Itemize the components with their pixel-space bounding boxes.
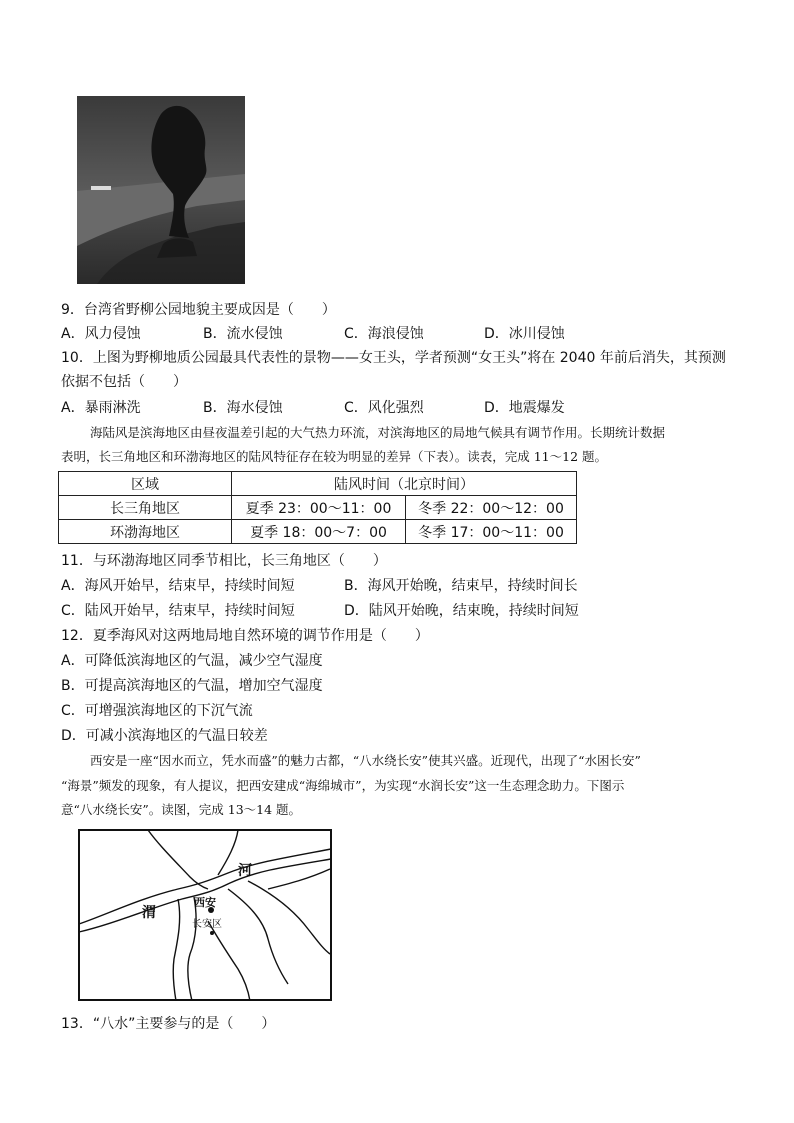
q9-option-b: B．流水侵蚀	[203, 326, 283, 342]
q11-option-d: D．陆风开始晚，结束晚，持续时间短	[344, 603, 579, 619]
label-city-xian: 西安	[194, 896, 216, 909]
table-header-time: 陆风时间（北京时间）	[232, 472, 577, 496]
table-header-region: 区域	[59, 472, 232, 496]
eight-rivers-map	[78, 829, 332, 1001]
question-10-stem-line1: 10．上图为野柳地质公园最具代表性的景物——女王头，学者预测“女王头”将在 2040 年前后消失，其预测	[61, 350, 726, 366]
queens-head-rock-photo	[77, 96, 245, 284]
table-header-row	[59, 472, 577, 496]
q11-option-a: A．海风开始早，结束早，持续时间短	[61, 578, 295, 594]
q12-option-d: D．可减小滨海地区的气温日较差	[61, 728, 268, 744]
table-row	[59, 496, 577, 520]
land-breeze-table	[58, 471, 577, 544]
table-cell: 冬季 22：00～12：00	[406, 496, 577, 520]
table-cell: 夏季 23：00～11：00	[232, 496, 406, 520]
label-river-wei: 渭	[142, 905, 156, 921]
table-cell: 夏季 18：00～7：00	[232, 520, 406, 544]
label-river-he: 河	[238, 863, 252, 879]
q9-option-c: C．海浪侵蚀	[344, 326, 424, 342]
q10-option-b: B．海水侵蚀	[203, 400, 283, 416]
q12-option-c: C．可增强滨海地区的下沉气流	[61, 703, 253, 719]
intro-2-line1: 西安是一座“因水而立，凭水而盛”的魅力古都，“八水绕长安”使其兴盛。近现代，出现了“水困长安”	[90, 753, 641, 768]
question-12-stem: 12．夏季海风对这两地局地自然环境的调节作用是（ ）	[61, 628, 429, 644]
q10-option-a: A．暴雨淋洗	[61, 400, 141, 416]
q11-option-b: B．海风开始晚，结束早，持续时间长	[344, 578, 578, 594]
q12-option-b: B．可提高滨海地区的气温，增加空气湿度	[61, 678, 323, 694]
table-cell: 长三角地区	[59, 496, 232, 520]
q10-option-c: C．风化强烈	[344, 400, 424, 416]
question-13-stem: 13．“八水”主要参与的是（ ）	[61, 1016, 276, 1032]
q9-option-a: A．风力侵蚀	[61, 326, 141, 342]
table-cell: 环渤海地区	[59, 520, 232, 544]
question-11-stem: 11．与环渤海地区同季节相比，长三角地区（ ）	[61, 553, 387, 569]
label-district-changan: 长安区	[192, 919, 222, 930]
table-row	[59, 520, 577, 544]
intro-1-line1: 海陆风是滨海地区由昼夜温差引起的大气热力环流，对滨海地区的局地气候具有调节作用。长期统计数据	[90, 425, 666, 440]
changan-dot	[210, 931, 214, 935]
intro-2-line3: 意“八水绕长安”。读图，完成 13～14 题。	[61, 802, 302, 817]
q9-option-d: D．冰川侵蚀	[484, 326, 565, 342]
q11-option-c: C．陆风开始早，结束早，持续时间短	[61, 603, 295, 619]
intro-1-line2: 表明，长三角地区和环渤海地区的陆风特征存在较为明显的差异（下表）。读表，完成 11～12 题。	[61, 449, 608, 464]
question-9-stem: 9．台湾省野柳公园地貌主要成因是（ ）	[61, 302, 336, 318]
question-10-stem-line2: 依据不包括（ ）	[61, 374, 187, 390]
q10-option-d: D．地震爆发	[484, 400, 565, 416]
table-cell: 冬季 17：00～11：00	[406, 520, 577, 544]
intro-2-line2: “海景”频发的现象，有人提议，把西安建成“海绵城市”，为实现“水润长安”这一生态理念助力。下图示	[61, 778, 625, 793]
q12-option-a: A．可降低滨海地区的气温，减少空气湿度	[61, 653, 323, 669]
